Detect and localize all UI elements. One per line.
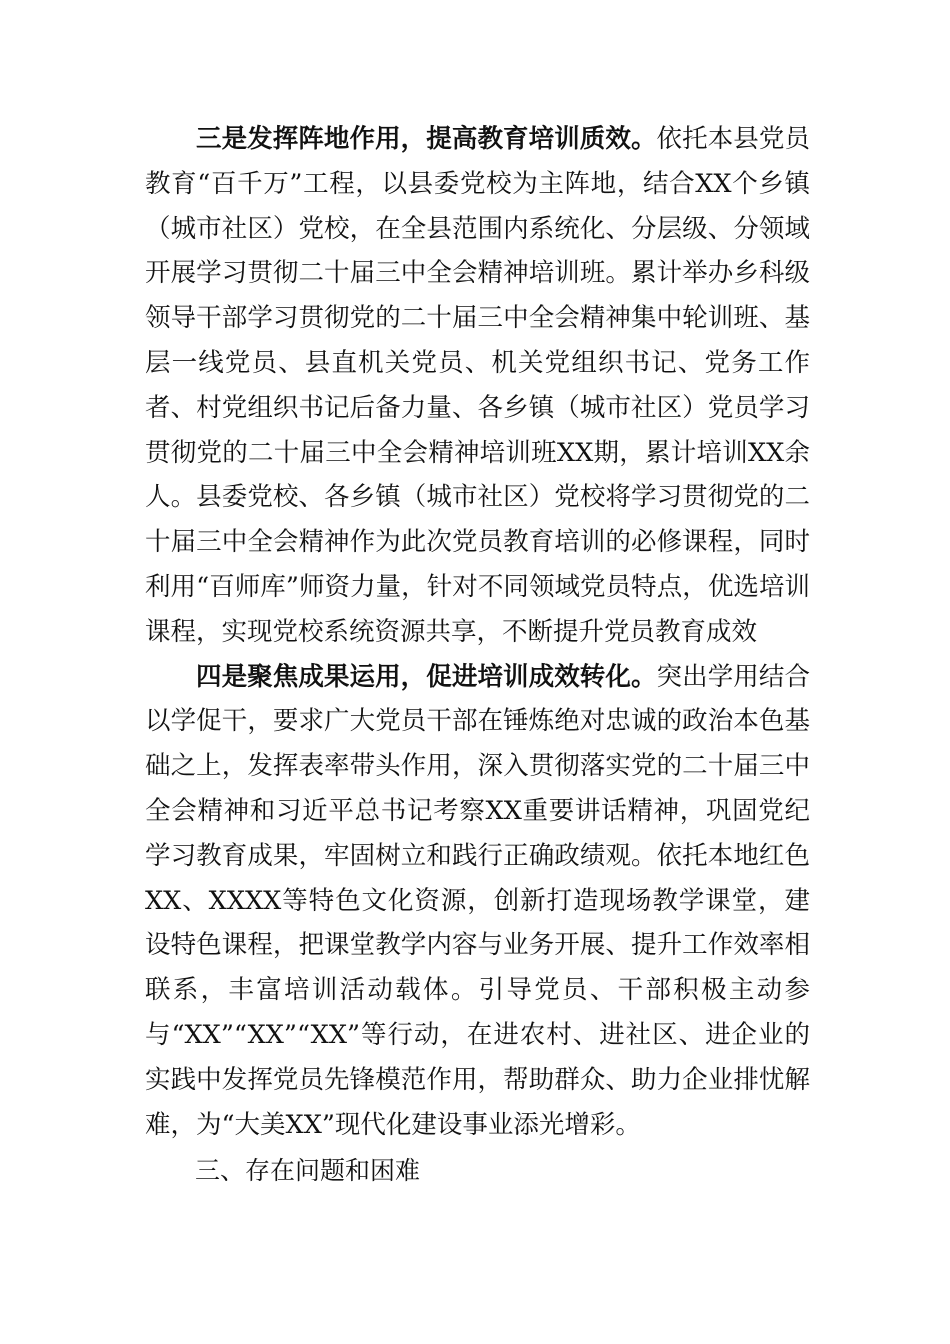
document-body (145, 117, 810, 1195)
paragraph-lead: 四是聚焦成果运用，促进培训成效转化。 (196, 661, 657, 692)
paragraph-text: 突出学用结合以学促干，要求广大党员干部在锤炼绝对忠诚的政治本色基础之上，发挥表率带头作用，深入贯彻落实党的二十届三中全会精神和习近平总书记考察XX重要讲话精神，巩固党纪学习教育成果，牢固树立和践行正确政绩观。依托本地红色XX、XXXX等特色文化资源，创新打造现场教学课堂，建设特色课程，把课堂教学内容与业务开展、提升工作效率相联系，丰富培训活动载体。引导党员、干部积极主动参与“XX”“XX”“XX”等行动，在进农村、进社区、进企业的实践中发挥党员先锋模范作用，帮助群众、助力企业排忧解难，为“大美XX”现代化建设事业添光增彩。 (145, 661, 810, 1140)
section-heading: 三、存在问题和困难 (195, 1156, 421, 1186)
paragraph-lead: 三是发挥阵地作用，提高教育培训质效。 (196, 124, 657, 154)
paragraph-item-4 (145, 655, 810, 1148)
paragraph-text: 依托本县党员教育“百千万”工程，以县委党校为主阵地，结合XX个乡镇（城市社区）党校，在全县范围内系统化、分层级、分领域开展学习贯彻二十届三中全会精神培训班。累计举办乡科级领导干部学习贯彻党的二十届三中全会精神集中轮训班、基层一线党员、县直机关党员、机关党组织书记、党务工作者、村党组织书记后备力量、各乡镇（城市社区）党员学习贯彻党的二十届三中全会精神培训班XX期，累计培训XX余人。县委党校、各乡镇（城市社区）党校将学习贯彻党的二十届三中全会精神作为此次党员教育培训的必修课程，同时利用“百师库”师资力量，针对不同领域党员特点，优选培训课程，实现党校系统资源共享，不断提升党员教育成效 (145, 124, 810, 647)
paragraph-item-3 (145, 117, 810, 655)
